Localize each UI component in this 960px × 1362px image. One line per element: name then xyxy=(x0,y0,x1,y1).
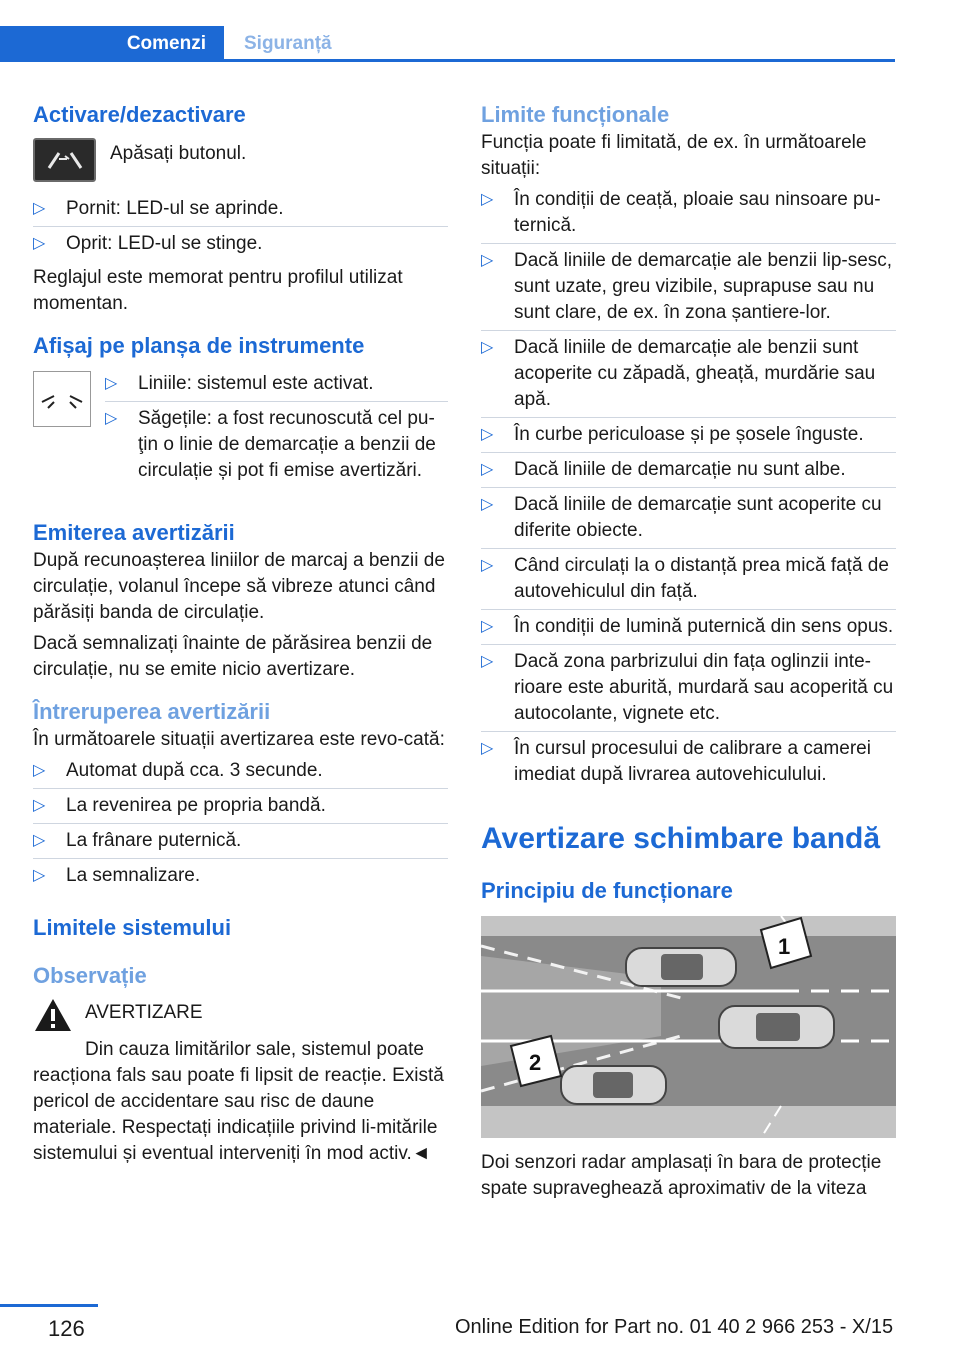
lane-departure-button-icon xyxy=(33,138,96,182)
triangle-bullet-icon: ▷ xyxy=(481,557,494,574)
car-icon xyxy=(719,1006,834,1048)
list-item: ▷ La revenirea pe propria bandă. xyxy=(33,793,448,824)
car-icon xyxy=(626,948,736,986)
footer-divider xyxy=(0,1304,98,1307)
list-item: ▷ Dacă zona parbrizului din fața oglinzii inte-rioare este aburită, murdară sau acoperită cu autocolante, vignete etc. xyxy=(481,649,896,732)
lane-change-diagram xyxy=(481,916,896,1138)
list-item: ▷ Dacă liniile de demarcație nu sunt albe. xyxy=(481,457,896,488)
warning-text: Din cauza limitărilor sale, sistemul poate reacționa fals sau poate fi lipsit de reacție. Există pericol de accidentare sau risc de daune materiale. Respectați indicațiile privind li-mitările sistemului și eventual interveniți în mod activ.◄ xyxy=(33,1039,444,1164)
display-list xyxy=(105,371,448,492)
left-column xyxy=(33,100,448,1172)
list-item: ▷ La frânare puternică. xyxy=(33,828,448,859)
activation-heading: Activare/dezactivare xyxy=(33,102,246,127)
triangle-bullet-icon: ▷ xyxy=(33,200,46,217)
limits-heading: Limitele sistemului xyxy=(33,915,232,940)
list-item: ▷ La semnalizare. xyxy=(33,863,448,893)
observation-heading: Observație xyxy=(33,963,147,988)
interrupt-intro: În următoarele situații avertizarea este revo-cată: xyxy=(33,729,445,750)
triangle-bullet-icon: ▷ xyxy=(33,235,46,252)
warning-heading: Emiterea avertizării xyxy=(33,520,235,545)
list-item: ▷ Săgețile: a fost recunoscută cel pu-ţin o linie de demarcație a benzii de circulație și pot fi emise avertizări. xyxy=(105,408,436,481)
list-item: ▷ Pornit: LED-ul se aprinde. xyxy=(33,196,448,227)
header-divider xyxy=(0,59,895,62)
activation-note: Reglajul este memorat pentru profilul utilizat momentan. xyxy=(33,267,403,314)
triangle-bullet-icon: ▷ xyxy=(105,375,118,392)
car-icon xyxy=(561,1066,666,1104)
warning-paragraph-2: Dacă semnalizați înainte de părăsirea benzii de circulație, nu se emite nicio avertizare. xyxy=(33,633,433,680)
lane-change-caption: Doi senzori radar amplasați în bara de protecție spate supraveghează aproximativ de la viteza xyxy=(481,1152,882,1199)
triangle-bullet-icon: ▷ xyxy=(33,762,46,779)
list-item: ▷ Dacă liniile de demarcație ale benzii lip-sesc, sunt uzate, greu vizibile, suprapuse sau nu sunt clare, de ex. în zona șantiere-lor. xyxy=(481,248,896,331)
activation-button-row xyxy=(33,138,448,182)
zone-2-label: 2 xyxy=(529,1050,542,1075)
display-heading: Afișaj pe planșa de instrumente xyxy=(33,333,365,358)
triangle-bullet-icon: ▷ xyxy=(481,740,494,757)
triangle-bullet-icon: ▷ xyxy=(481,339,494,356)
warning-callout xyxy=(33,997,448,1033)
tab-comenzi[interactable] xyxy=(0,26,224,60)
zone-1-label: 1 xyxy=(778,934,791,959)
list-item: ▷ În condiții de ceață, ploaie sau ninsoare pu-ternică. xyxy=(481,187,896,244)
warning-triangle-icon xyxy=(33,997,73,1033)
tab-siguranta[interactable]: Siguranță xyxy=(244,33,332,54)
interrupt-heading: Întreruperea avertizării xyxy=(33,699,271,724)
interrupt-list xyxy=(33,758,448,893)
triangle-bullet-icon: ▷ xyxy=(481,461,494,478)
list-item: ▷ În cursul procesului de calibrare a camerei imediat după livrarea autovehiculului. xyxy=(481,738,871,785)
triangle-bullet-icon: ▷ xyxy=(481,426,494,443)
list-item: ▷ În curbe periculoase și pe șosele înguste. xyxy=(481,422,896,453)
triangle-bullet-icon: ▷ xyxy=(105,410,118,427)
principle-heading: Principiu de funcționare xyxy=(481,878,733,903)
list-item: ▷ Oprit: LED-ul se stinge. xyxy=(33,231,448,261)
list-item: ▷ Dacă liniile de demarcație ale benzii sunt acoperite cu zăpadă, gheață, murdărie sau apă. xyxy=(481,335,896,418)
header-tabs xyxy=(0,0,895,62)
list-item: ▷ Dacă liniile de demarcație sunt acoperite cu diferite obiecte. xyxy=(481,492,896,549)
lane-change-heading: Avertizare schimbare bandă xyxy=(481,822,881,855)
functional-limits-heading: Limite funcționale xyxy=(481,102,670,127)
warning-paragraph-1: După recunoașterea liniilor de marcaj a benzii de circulație, volanul începe să vibreze atunci când părăsiți banda de circulație. xyxy=(33,550,445,623)
triangle-bullet-icon: ▷ xyxy=(481,191,494,208)
activation-instruction: Apăsați butonul. xyxy=(110,143,247,164)
right-column xyxy=(481,100,896,1207)
functional-limits-intro: Funcția poate fi limitată, de ex. în următoarele situații: xyxy=(481,132,867,179)
list-item: ▷ Liniile: sistemul este activat. xyxy=(105,371,448,402)
triangle-bullet-icon: ▷ xyxy=(33,832,46,849)
display-row xyxy=(33,371,448,492)
list-item: ▷ Automat după cca. 3 secunde. xyxy=(33,758,448,789)
functional-limits-list xyxy=(481,187,896,792)
page-number: 126 xyxy=(48,1316,85,1341)
tab-comenzi-label: Comenzi xyxy=(126,33,206,54)
triangle-bullet-icon: ▷ xyxy=(481,618,494,635)
warning-label: AVERTIZARE xyxy=(85,1002,203,1023)
triangle-bullet-icon: ▷ xyxy=(33,797,46,814)
lane-lines-display-icon xyxy=(33,371,91,427)
triangle-bullet-icon: ▷ xyxy=(481,653,494,670)
list-item: ▷ Când circulați la o distanță prea mică față de autovehiculul din față. xyxy=(481,553,896,610)
triangle-bullet-icon: ▷ xyxy=(481,252,494,269)
triangle-bullet-icon: ▷ xyxy=(33,867,46,884)
edition-text: Online Edition for Part no. 01 40 2 966 253 - X/15 xyxy=(455,1316,894,1338)
triangle-bullet-icon: ▷ xyxy=(481,496,494,513)
activation-list xyxy=(33,196,448,261)
list-item: ▷ În condiții de lumină puternică din sens opus. xyxy=(481,614,896,645)
